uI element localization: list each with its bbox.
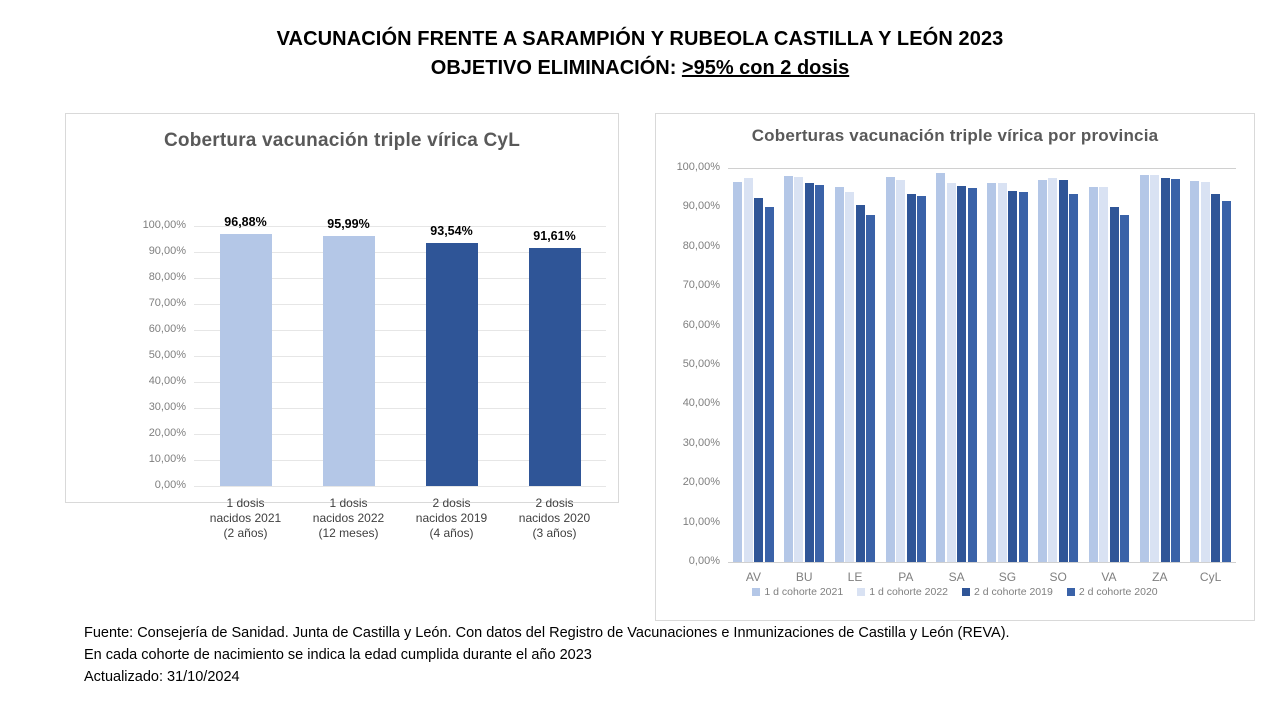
y-axis-tick-label: 70,00% (682, 279, 720, 292)
legend-label: 1 d cohorte 2022 (869, 586, 948, 598)
bar (936, 173, 945, 562)
bar (998, 183, 1007, 562)
x-axis-category-label: SG (998, 570, 1017, 584)
bar (1019, 192, 1028, 562)
bar (765, 207, 774, 562)
x-axis-category-label: ZA (1152, 570, 1168, 584)
chart-title-left: Cobertura vacunación triple vírica CyL (163, 130, 521, 151)
bar-data-label: 96,88% (224, 215, 267, 230)
x-axis-category-label (297, 496, 400, 541)
y-axis-tick-label: 70,00% (148, 297, 186, 309)
gridline (194, 486, 606, 487)
bar (529, 248, 581, 486)
bar (968, 188, 977, 562)
x-axis-category-line: (4 años) (429, 526, 474, 540)
x-axis-category-label: SO (1049, 570, 1067, 584)
bar (856, 205, 865, 562)
bar (917, 196, 926, 562)
bar (1150, 175, 1159, 562)
bar (866, 215, 875, 562)
bar (987, 183, 996, 562)
bar (896, 180, 905, 562)
y-axis-tick-label: 40,00% (148, 375, 186, 387)
bar (1069, 194, 1078, 562)
title-line-1: VACUNACIÓN FRENTE A SARAMPIÓN Y RUBEOLA CASTILLA Y LEÓN 2023 (276, 28, 1004, 50)
x-axis-category-line: (2 años) (223, 526, 268, 540)
x-axis-category-label: BU (795, 570, 813, 584)
y-axis-tick-label: 20,00% (682, 476, 720, 489)
legend-swatch (962, 588, 970, 596)
bar (1161, 178, 1170, 562)
chart-panel-coberturas-provincia (655, 113, 1255, 621)
bar (907, 194, 916, 562)
slide-title (0, 26, 1280, 82)
y-axis-tick-label: 100,00% (676, 161, 720, 173)
chart-title-right: Coberturas vacunación triple vírica por provincia (751, 126, 1159, 145)
gridline (728, 562, 1236, 563)
y-axis-tick-label: 50,00% (682, 358, 720, 370)
x-axis-category-line: nacidos 2020 (518, 511, 591, 525)
bar (1222, 201, 1231, 562)
x-axis-category-label: VA (1101, 570, 1117, 584)
footer-line-2: En cada cohorte de nacimiento se indica la edad cumplida durante el año 2023 (84, 647, 592, 663)
y-axis-tick-label: 10,00% (682, 515, 720, 528)
bar (1089, 187, 1098, 562)
y-axis-tick-label: 0,00% (154, 479, 186, 491)
y-axis-tick-label: 30,00% (682, 436, 720, 449)
x-axis-category-line: 2 dosis (432, 496, 471, 510)
y-axis-tick-label: 100,00% (142, 219, 186, 231)
x-axis-category-label: LE (847, 570, 863, 584)
legend-item[interactable] (857, 586, 948, 598)
x-axis-category-label: SA (948, 570, 965, 584)
title-objective-target: >95% con 2 dosis (681, 57, 850, 79)
legend-swatch (1067, 588, 1075, 596)
bar (957, 186, 966, 562)
y-axis-tick-label: 10,00% (148, 453, 186, 465)
x-axis-category-line: (12 meses) (318, 526, 379, 540)
bar (886, 177, 895, 562)
bar (323, 236, 375, 486)
title-line-2 (0, 55, 1280, 82)
bar-data-label: 95,99% (327, 217, 370, 232)
legend-label: 2 d cohorte 2020 (1078, 586, 1158, 598)
y-axis-tick-label: 20,00% (148, 427, 186, 439)
bar (1038, 180, 1047, 562)
x-axis-category-label: AV (745, 570, 761, 584)
chart-panel-cobertura-cyl (65, 113, 619, 540)
bar (805, 183, 814, 562)
x-axis-category-line: 1 dosis (226, 496, 265, 510)
y-axis-tick-label: 80,00% (682, 239, 720, 252)
gridline (728, 168, 1236, 169)
legend-item[interactable] (752, 586, 843, 598)
bar (426, 243, 478, 486)
bar (1110, 207, 1119, 562)
x-axis-category-line: nacidos 2022 (312, 511, 385, 525)
x-axis-category-label: PA (898, 570, 914, 584)
bar (1008, 191, 1017, 562)
x-axis-category-line: 2 dosis (535, 496, 574, 510)
chart-legend-right (656, 586, 1254, 598)
bar (1190, 181, 1199, 562)
y-axis-tick-label: 30,00% (148, 401, 186, 413)
title-objective-prefix: OBJETIVO ELIMINACIÓN: (430, 57, 682, 79)
bar (845, 192, 854, 562)
y-axis-tick-label: 60,00% (682, 318, 720, 331)
bar (733, 182, 742, 562)
bar (1099, 187, 1108, 562)
x-axis-category-label (194, 496, 297, 541)
bar (1059, 180, 1068, 562)
legend-label: 2 d cohorte 2019 (974, 586, 1053, 598)
x-axis-category-line: 1 dosis (329, 496, 368, 510)
bar (1201, 182, 1210, 562)
x-axis-category-label (400, 496, 503, 541)
y-axis-tick-label: 60,00% (148, 323, 186, 335)
legend-item[interactable] (1067, 586, 1158, 598)
legend-swatch (857, 588, 865, 596)
x-axis-category-label (503, 496, 606, 541)
plot-area-right (656, 114, 1254, 620)
x-axis-category-label: CyL (1199, 570, 1222, 584)
bar (1211, 194, 1220, 562)
x-axis-category-line: (3 años) (532, 526, 577, 540)
bar (1140, 175, 1149, 562)
bar (744, 178, 753, 562)
bar (754, 198, 763, 562)
bar (220, 234, 272, 486)
legend-label: 1 d cohorte 2021 (764, 586, 844, 598)
bar (1120, 215, 1129, 562)
x-axis-category-line: nacidos 2021 (209, 511, 282, 525)
y-axis-tick-label: 90,00% (148, 245, 186, 257)
bar (784, 176, 793, 562)
y-axis-tick-label: 50,00% (148, 349, 186, 361)
bar (1048, 178, 1057, 562)
bar-data-label: 93,54% (430, 223, 473, 238)
bar (947, 183, 956, 562)
y-axis-tick-label: 80,00% (148, 271, 186, 283)
y-axis-tick-label: 0,00% (688, 555, 720, 567)
legend-item[interactable] (962, 586, 1053, 598)
plot-area-left (66, 114, 618, 540)
y-axis-tick-label: 90,00% (682, 200, 720, 213)
x-axis-category-line: nacidos 2019 (415, 511, 488, 525)
bar (1171, 179, 1180, 562)
bar-data-label: 91,61% (533, 228, 576, 243)
bar (815, 185, 824, 562)
legend-swatch (752, 588, 760, 596)
footer-line-1: Fuente: Consejería de Sanidad. Junta de Castilla y León. Con datos del Registro de Vacunaciones e Inmunizaciones de Castilla y León (REVA). (84, 625, 1010, 641)
y-axis-tick-label: 40,00% (682, 397, 720, 410)
footer-note (84, 622, 1234, 688)
bar (794, 177, 803, 562)
bar (835, 187, 844, 562)
footer-line-3: Actualizado: 31/10/2024 (84, 669, 240, 685)
